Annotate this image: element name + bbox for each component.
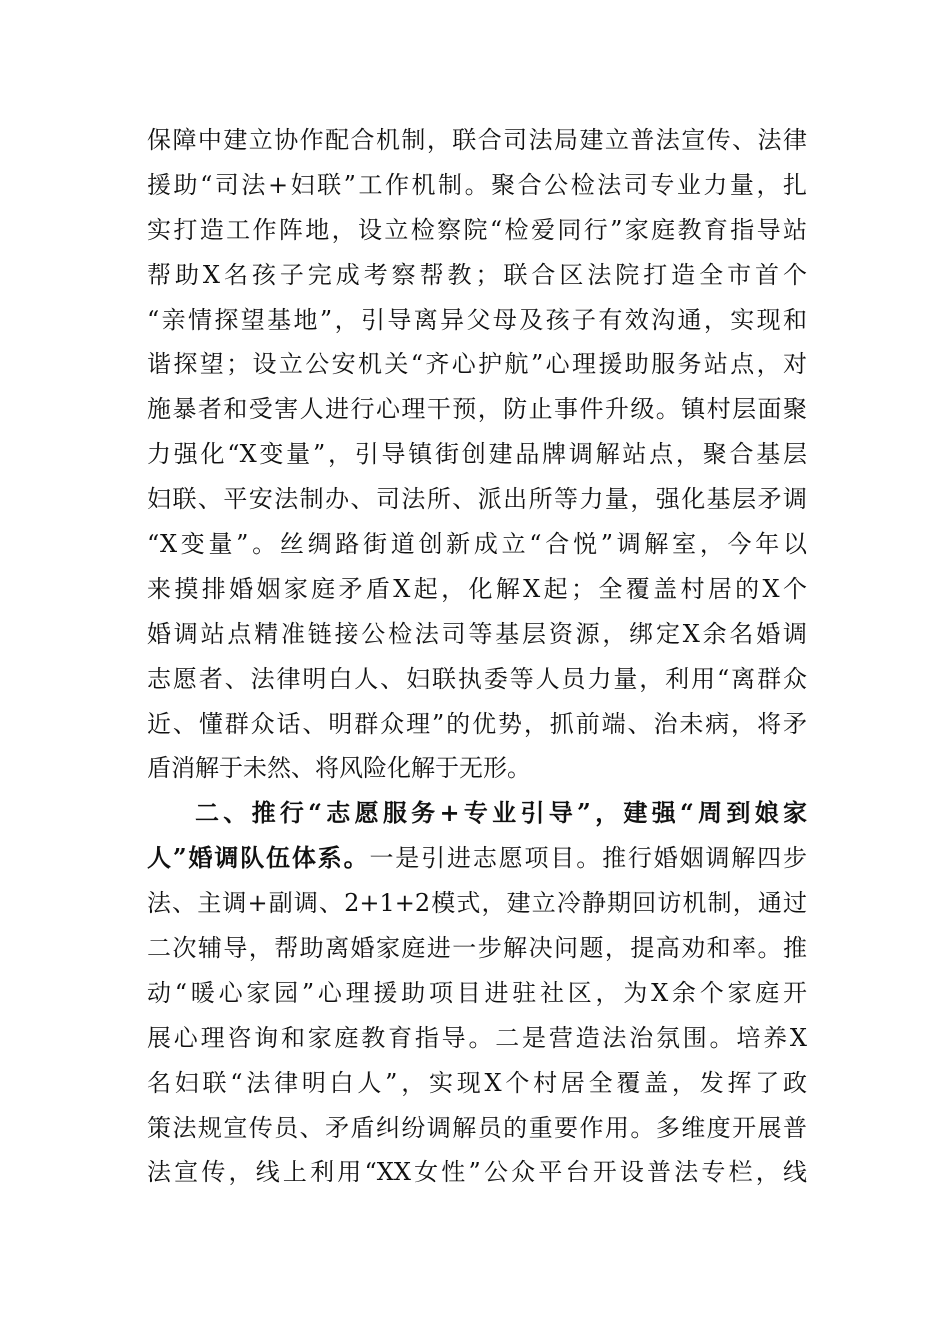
text-line: 保障中建立协作配合机制，联合司法局建立普法宣传、法律	[147, 126, 807, 154]
text-line	[147, 836, 807, 881]
text-line: 婚调站点精准链接公检法司等基层资源，绑定X余名婚调	[147, 619, 807, 648]
body-text	[147, 118, 807, 1195]
text-line: “亲情探望基地”，引导离异父母及孩子有效沟通，实现和	[147, 305, 807, 334]
section-heading: 二、推行“志愿服务+专业引导”，建强“周到娘家	[195, 798, 807, 828]
text-line: 展心理咨询和家庭教育指导。二是营造法治氛围。培养X	[147, 1023, 807, 1052]
text-line: 援助“司法+妇联”工作机制。聚合公检法司专业力量，扎	[147, 170, 807, 199]
text-line: 法、主调+副调、2+1+2模式，建立冷静期回访机制，通过	[147, 889, 807, 918]
text-line: 二次辅导，帮助离婚家庭进一步解决问题，提高劝和率。推	[147, 934, 807, 963]
text-line: 来摸排婚姻家庭矛盾X起，化解X起；全覆盖村居的X个	[147, 574, 807, 603]
text-line: 盾消解于未然、将风险化解于无形。	[147, 754, 531, 783]
text-line: 动“暖心家园”心理援助项目进驻社区，为X余个家庭开	[147, 978, 807, 1007]
text-line: 帮助X名孩子完成考察帮教；联合区法院打造全市首个	[147, 260, 807, 289]
text-line: 策法规宣传员、矛盾纠纷调解员的重要作用。多维度开展普	[147, 1113, 807, 1142]
text-line: 施暴者和受害人进行心理干预，防止事件升级。镇村层面聚	[147, 395, 807, 424]
text-line-rest: 一是引进志愿项目。推行婚姻调解四步	[369, 844, 807, 873]
section-heading-tail: 人”婚调队伍体系。	[147, 843, 370, 873]
text-line: 实打造工作阵地，设立检察院“检爱同行”家庭教育指导站	[147, 215, 807, 244]
text-line: 法宣传，线上利用“XX女性”公众平台开设普法专栏，线	[147, 1158, 807, 1187]
text-line: 妇联、平安法制办、司法所、派出所等力量，强化基层矛调	[147, 485, 807, 514]
text-line: 近、懂群众话、明群众理”的优势，抓前端、治未病，将矛	[147, 709, 807, 738]
text-line: “X变量”。丝绸路街道创新成立“合悦”调解室，今年以	[147, 530, 807, 559]
text-line: 谐探望；设立公安机关“齐心护航”心理援助服务站点，对	[147, 350, 807, 379]
text-line: 志愿者、法律明白人、妇联执委等人员力量，利用“离群众	[147, 664, 807, 693]
text-line: 名妇联“法律明白人”，实现X个村居全覆盖，发挥了政	[147, 1068, 807, 1097]
text-line: 力强化“X变量”，引导镇街创建品牌调解站点，聚合基层	[147, 440, 807, 469]
